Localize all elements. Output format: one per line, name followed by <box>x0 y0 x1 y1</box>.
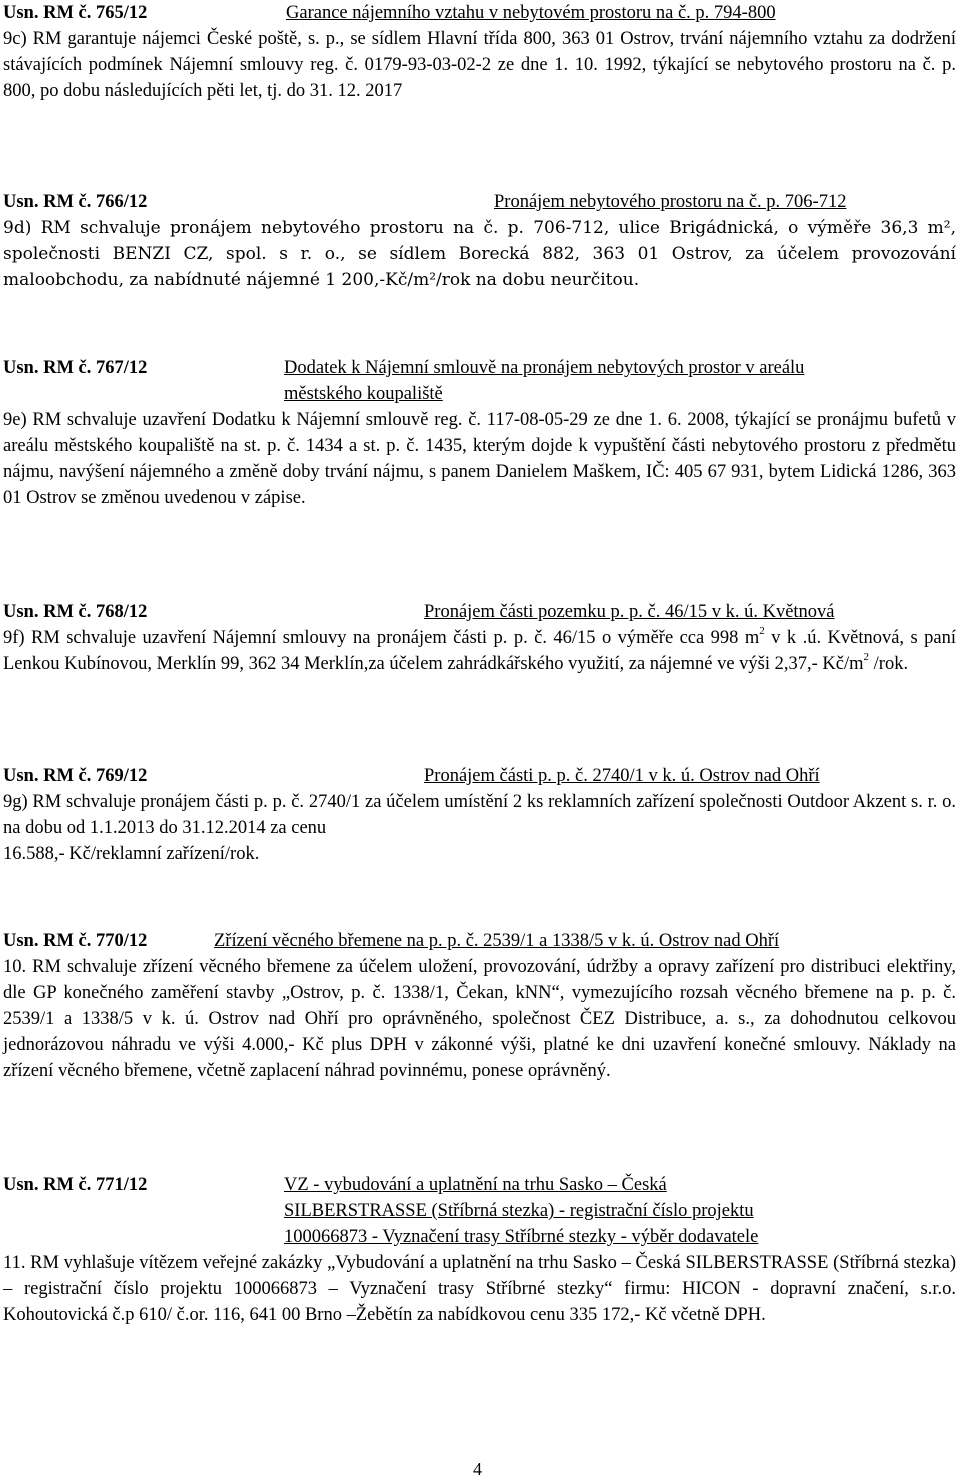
resolution-text-line: 16.588,- Kč/reklamní zařízení/rok. <box>3 844 260 864</box>
resolution-number: Usn. RM č. 767/12 <box>3 358 148 378</box>
resolution-title: Pronájem části pozemku p. p. č. 46/15 v k. ú. Květnová <box>424 602 835 622</box>
resolution-title: Dodatek k Nájemní smlouvě na pronájem nebytových prostor v areálu <box>284 358 805 378</box>
resolution-766 <box>3 189 956 293</box>
resolution-title: Zřízení věcného břemene na p. p. č. 2539/1 a 1338/5 v k. ú. Ostrov nad Ohří <box>214 931 780 951</box>
resolution-text-part: /rok. <box>869 654 909 674</box>
resolution-771 <box>3 1172 956 1328</box>
superscript: 2 <box>863 650 870 663</box>
resolution-765 <box>3 0 956 104</box>
resolution-title-line2: SILBERSTRASSE (Stříbrná stezka) - registrační číslo projektu <box>284 1201 754 1221</box>
resolution-text: 9c) RM garantuje nájemci České poště, s. p., se sídlem Hlavní třída 800, 363 01 Ostrov, trvání nájemního vztahu za dodržení stávajících podmínek Nájemní smlouvy reg. č. 0179-93-03-02-2 ze dne 1. 10. 1992, týkající se nebytového prostoru na č. p. 800, po dobu následujících pěti let, tj. do 31. 12. 2017 <box>3 29 956 101</box>
resolution-number: Usn. RM č. 766/12 <box>3 192 148 212</box>
resolution-number: Usn. RM č. 771/12 <box>3 1175 148 1195</box>
resolution-768 <box>3 599 956 677</box>
resolution-text: 9d) RM schvaluje pronájem nebytového prostoru na č. p. 706-712, ulice Brigádnická, o výměře 36,3 m², společnosti BENZI CZ, spol. s r. o., se sídlem Borecká 882, 363 01 Ostrov, za účelem provozování maloobchodu, za nabídnuté nájemné 1 200,-Kč/m²/rok na dobu neurčitou. <box>3 218 956 290</box>
resolution-text: 11. RM vyhlašuje vítězem veřejné zakázky „Vybudování a uplatnění na trhu Sasko – Česká SILBERSTRASSE (Stříbrná stezka) – registrační číslo projektu 100066873 – Vyznačení trasy Stříbrné stezky“ firmu: HICON - dopravní značení, s.r.o. Kohoutovická č.p 610/ č.or. 116, 641 00 Brno –Žebětín za nabídkovou cenu 335 172,- Kč včetně DPH. <box>3 1253 956 1325</box>
resolution-title: VZ - vybudování a uplatnění na trhu Sasko – Česká <box>284 1175 667 1195</box>
page-number: 4 <box>473 1459 482 1479</box>
superscript: 2 <box>759 624 765 637</box>
resolution-number: Usn. RM č. 765/12 <box>3 3 148 23</box>
resolution-header <box>3 189 956 215</box>
resolution-header <box>3 1172 956 1250</box>
resolution-title: Pronájem části p. p. č. 2740/1 v k. ú. Ostrov nad Ohří <box>424 766 820 786</box>
resolution-769 <box>3 763 956 867</box>
resolution-text <box>3 625 956 677</box>
resolution-text: 10. RM schvaluje zřízení věcného břemene za účelem uložení, provozování, údržby a opravy zařízení pro distribuci elektřiny, dle GP konečného zaměření stavby „Ostrov, p. č. 1338/1, Čekan, kNN“, vymezujícího rozsah věcného břemene na p. p. č. 2539/1 a 1338/5 v k. ú. Ostrov nad Ohří pro oprávněného, společnost ČEZ Distribuce, a. s., za dohodnutou celkovou jednorázovou náhradu ve výši 4.000,- Kč plus DPH v zákonné výši, platné ke dni uzavření konečné smlouvy. Náklady na zřízení věcného břemene, včetně zaplacení náhrad povinnému, ponese oprávněný. <box>3 957 956 1081</box>
resolution-number: Usn. RM č. 770/12 <box>3 931 148 951</box>
resolution-text-part: 9f) RM schvaluje uzavření Nájemní smlouvy na pronájem části p. p. č. 46/15 o výměře cca 998 m <box>3 628 760 648</box>
resolution-header <box>3 928 956 954</box>
resolution-title: Pronájem nebytového prostoru na č. p. 706-712 <box>494 192 847 212</box>
resolution-title: Garance nájemního vztahu v nebytovém prostoru na č. p. 794-800 <box>286 3 776 23</box>
resolution-header <box>3 0 956 26</box>
resolution-text: 9e) RM schvaluje uzavření Dodatku k Nájemní smlouvě reg. č. 117-08-05-29 ze dne 1. 6. 2008, týkající se pronájmu bufetů v areálu městského koupaliště na st. p. č. 1434 a st. p. č. 1435, kterým dojde k vypuštění části nebytového prostoru z předmětu nájmu, navýšení nájemného a změně doby trvání nájmu, s panem Danielem Maškem, IČ: 405 67 931, bytem Lidická 1286, 363 01 Ostrov se změnou uvedenou v zápise. <box>3 410 956 508</box>
resolution-number: Usn. RM č. 768/12 <box>3 602 148 622</box>
resolution-number: Usn. RM č. 769/12 <box>3 766 148 786</box>
resolution-767 <box>3 355 956 511</box>
resolution-header <box>3 763 956 789</box>
resolution-text: 9g) RM schvaluje pronájem části p. p. č. 2740/1 za účelem umístění 2 ks reklamních zařízení společnosti Outdoor Akzent s. r. o. na dobu od 1.1.2013 do 31.12.2014 za cenu <box>3 792 956 838</box>
resolution-title-line2: městského koupaliště <box>284 384 443 404</box>
resolution-header <box>3 355 956 407</box>
resolution-header <box>3 599 956 625</box>
resolution-text-part: v k .ú. Květnová, s paní Lenkou Kubínovou, Merklín 99, 362 34 Merklín,za účelem zahrádkářského využití, za nájemné ve výši 2,37,- Kč/m <box>3 628 956 674</box>
resolution-title-line3: 100066873 - Vyznačení trasy Stříbrné stezky - výběr dodavatele <box>284 1227 759 1247</box>
resolution-770 <box>3 928 956 1084</box>
